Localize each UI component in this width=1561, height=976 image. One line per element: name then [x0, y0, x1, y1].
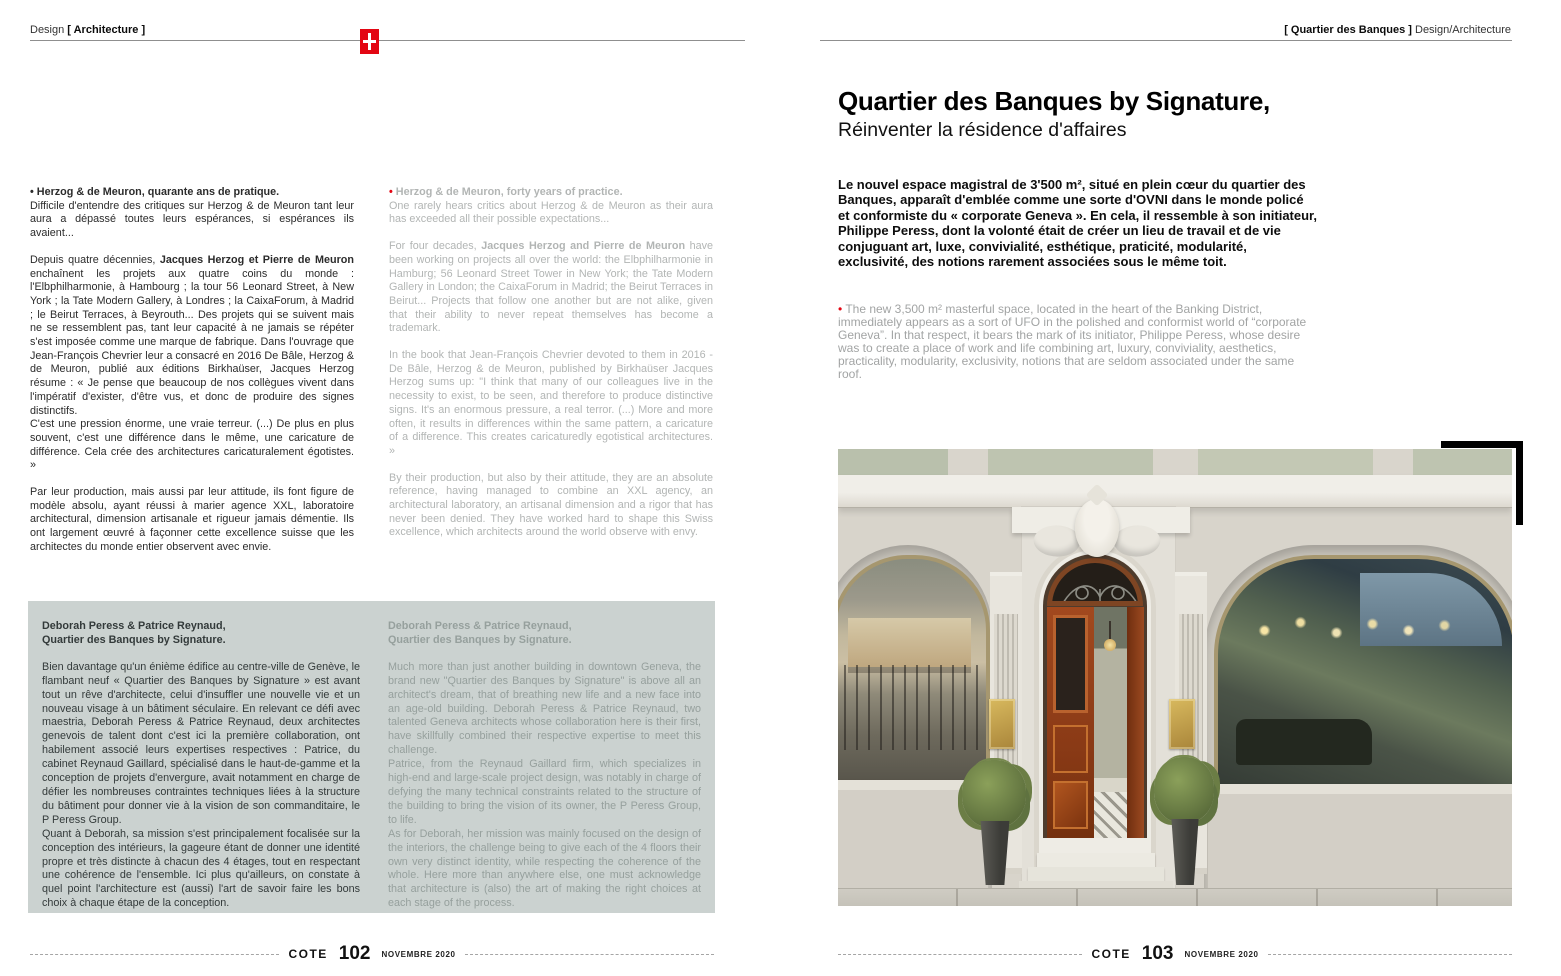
- paragraph-text: have been working on projects all over the world: the Elbphilharmonie in Hamburg; 56 Leonard Street Tower in New York; the Tate Modern Gallery in London; the CaixaForum in Madrid; the Beirut Terraces in Beirut... Projects that follow one another but are not alike, given that their ability to never repeat themselves has become a trademark.: [389, 240, 713, 335]
- corner-bracket-horizontal: [1441, 441, 1523, 448]
- box-column-english: [388, 620, 701, 911]
- boxwood-shrub-left: [962, 760, 1026, 828]
- paragraph-french-3: C'est une pression énorme, une vraie terreur. (...) De plus en plus souvent, c'est une différence dans le même, une caricature de différence. Cela crée des architectures caricaturalement égotistes. »: [30, 418, 354, 472]
- page-number: 102: [338, 943, 371, 964]
- open-doorway-interior: [1094, 607, 1127, 838]
- paragraph-french-2: [30, 254, 354, 418]
- lead-paragraph-french: Le nouvel espace magistral de 3'500 m², situé en plein cœur du quartier des Banques, apparaît d'emblée comme une sorte d'OVNI dans le monde policé et conformiste du « corporate Geneva ». En cela, il ressemble à son initiateur, Philippe Peress, dont la volonté était de créer un lieu de travail et de vie conjuguant art, luxe, convivialité, esthétique, praticité, modularité, exclusivité, des notions rarement associées sous le même toit.: [838, 177, 1318, 270]
- footer-dash-line: [838, 954, 1082, 955]
- paragraph-bold-names: Jacques Herzog and Pierre de Meuron: [481, 240, 686, 253]
- box-heading-line1: Deborah Peress & Patrice Reynaud,: [42, 620, 226, 632]
- box-heading-line2: Quartier des Banques by Signature.: [42, 633, 226, 646]
- brass-plaque-right: [1169, 699, 1195, 749]
- column-heading-english: [389, 186, 713, 200]
- footer-dash-line: [1268, 954, 1512, 955]
- sidewalk: [838, 888, 1512, 906]
- brass-plaque-left: [989, 699, 1015, 749]
- swiss-flag-icon: [360, 29, 379, 54]
- box-heading-line1: Deborah Peress & Patrice Reynaud,: [388, 620, 572, 632]
- reflection-lights: [1242, 605, 1467, 678]
- footer-dash-line: [465, 954, 714, 955]
- box-column-french: [42, 620, 360, 911]
- kicker-tag: [ Architecture ]: [67, 24, 146, 36]
- stone-cornice: [838, 475, 1512, 508]
- header-rule-left: [30, 40, 745, 41]
- door-wood-panel: [1053, 725, 1088, 773]
- paragraph-text: Depuis quatre décennies,: [30, 253, 160, 266]
- reflection-fence: [844, 665, 979, 751]
- entrance-step-middle: [1028, 867, 1164, 881]
- door-glazed-panel: [1053, 615, 1088, 713]
- article-title: Quartier des Banques by Signature,: [838, 86, 1270, 116]
- issue-date: NOVEMBRE 2020: [381, 949, 456, 959]
- article-subtitle: Réinventer la résidence d'affaires: [838, 119, 1127, 141]
- door-wood-panel: [1053, 781, 1088, 829]
- interior-lamp: [1104, 639, 1116, 651]
- paragraph-bold-names: Jacques Herzog et Pierre de Meuron: [159, 253, 354, 266]
- paragraph-text: For four decades,: [389, 240, 482, 253]
- carved-crest: [1075, 499, 1119, 557]
- box-heading-english: [388, 620, 701, 648]
- paragraph-english-2: [389, 240, 713, 336]
- magazine-brand: COTE: [1091, 947, 1131, 961]
- window-sill-right: [1208, 784, 1512, 794]
- box-paragraph-french-2: Quant à Deborah, sa mission s'est principalement focalisée sur la conception des intérieurs, la gageure étant de donner une identité propre et très distincte à chacun des 4 étages, tout en respectant une cohérence de l'ensemble. Ici plus qu'ailleurs, on constate à quel point l'architecture est (aussi) l'art de savoir faire les bons choix à chaque étape de la conception.: [42, 827, 360, 910]
- door-right-leaf-open: [1127, 607, 1144, 838]
- column-heading-french: • Herzog & de Meuron, quarante ans de pratique.: [30, 186, 280, 198]
- page-footer-left: [30, 944, 714, 964]
- upper-floor-windows: [838, 449, 1512, 475]
- box-heading-line2: Quartier des Banques by Signature.: [388, 633, 572, 646]
- header-rule-right: [820, 40, 1512, 41]
- reflection-car: [1236, 719, 1372, 765]
- paragraph-text: enchaînent les projets aux quatre coins du monde : l'Elbphilharmonie, à Hambourg ; la tour 56 Leonard Street, à New York ; la Tate Modern Gallery, à Londres ; la CaixaForum, à Madrid ; le Beirut Terraces, à Beyrouth... Des projets qui se suivent mais ne se ressemblent pas, tant leur capacité à ne jamais se répéter s'est imposée comme une marque de fabrique. Dans l'ouvrage que Jean-François Chevrier leur a consacré en 2016 De Bâle, Herzog & de Meuron, publié aux éditions Birkhaüser, Jacques Herzog résume : « Je pense que beaucoup de nos collègues vivent dans l'impératif d'exister, d'être vus, et donc de produire des signes distinctifs.: [30, 267, 354, 417]
- article-column-english: [389, 186, 713, 540]
- box-paragraph-english-1: Much more than just another building in downtown Geneva, the brand new "Quartier des Banques by Signature" is above all an architect's dream, that of breathing new life and a new face into an age-old building. Deborah Peress & Patrice Reynaud, two talented Geneva architects whose collaboration here is their first, have skillfully combined their respective expertise to meet this challenge.: [388, 660, 701, 757]
- box-paragraph-english-3: As for Deborah, her mission was mainly focused on the design of the interiors, the challenge being to give each of the 4 floors their own very distinct identity, while respecting the coherence of the whole. Here more than anywhere else, one must acknowledge that architecture is (also) the art of making the right choices at each stage of the process.: [388, 827, 701, 910]
- footer-dash-line: [30, 954, 279, 955]
- box-paragraph-french-1: Bien davantage qu'un énième édifice au centre-ville de Genève, le flambant neuf « Quartier des Banques by Signature » est avant tout un rêve d'architecte, celui d'insuffler une nouvelle vie et un nouveau visage à un bâtiment séculaire. En relevant ce défi avec maestria, Deborah Peress & Patrice Reynaud, deux architectes genevois de talent dont c'est ici la première collaboration, ont habilement associé leurs expertises respectives : Patrice, du cabinet Reynaud Gaillard, spécialisé dans le haut-de-gamme et la conception de projets d'envergure, avait notamment en charge de défier les nombreuses contraintes techniques liées à la structure du bâtiment pour donner vie à la vision de son commanditaire, le P Peress Group.: [42, 660, 360, 826]
- wrought-iron-fanlight: [1047, 558, 1143, 606]
- kicker-tag: [ Quartier des Banques ]: [1284, 24, 1415, 36]
- paragraph-english-3: In the book that Jean-François Chevrier devoted to them in 2016 - De Bâle, Herzog & de Meuron, published by Birkhaüser Jacques Herzog sums up: "I think that many of our colleagues live in the necessity to exist, to be seen, and therefore to produce distinctive signs. It's an enormous pressure, a real terror. (...) More and more often, it results in differences within the same pattern, a caricature of a difference. This creates caricaturedly egotistical architectures. »: [389, 349, 713, 457]
- section-kicker-left: [30, 24, 145, 36]
- red-bullet: •: [838, 302, 843, 316]
- page-number: 103: [1141, 943, 1174, 964]
- issue-date: NOVEMBRE 2020: [1184, 949, 1259, 959]
- lead-text: The new 3,500 m² masterful space, located in the heart of the Banking District, immediately appears as a sort of UFO in the polished and conformist world of “corporate Geneva”. In that respect, it bears the mark of its initiator, Philippe Peress, whose desire was to create a place of work and life combining art, luxury, conviviality, aesthetics, practicality, modularity, exclusivity, notions that are seldom associated under the same roof.: [838, 302, 1307, 381]
- boxwood-shrub-right: [1154, 757, 1214, 823]
- corner-bracket-vertical: [1516, 441, 1523, 525]
- interior-tiled-floor: [1094, 792, 1127, 838]
- kicker-section: Design/Architecture: [1415, 24, 1511, 36]
- box-paragraph-english-2: Patrice, from the Reynaud Gaillard firm, which specializes in high-end and large-scale project design, was notably in charge of defying the many technical constraints related to the structure of the building to bring the vision of its owner, the P Peress Group, to life.: [388, 758, 701, 826]
- architects-sidebar-box: [28, 601, 715, 913]
- page-footer-right: [838, 944, 1512, 964]
- wall-base-right: [1208, 794, 1512, 889]
- paragraph-english-1: One rarely hears critics about Herzog & de Meuron as their aura has exceeded all their possible expectations...: [389, 199, 713, 226]
- reflection-building: [848, 618, 971, 668]
- window-glass-right: [1214, 555, 1512, 792]
- section-kicker-right: [1284, 24, 1511, 36]
- fanlight-scrollwork: [1052, 563, 1143, 606]
- flag-cross-horizontal: [363, 40, 376, 43]
- heading-text: Herzog & de Meuron, forty years of practice.: [392, 186, 623, 198]
- magazine-brand: COTE: [288, 947, 328, 961]
- paragraph-french-4: Par leur production, mais aussi par leur attitude, ils font figure de modèle absolu, ayant réussi à marier agence XXL, laboratoire architectural, dimension artisanale et rigueur jamais démentie. Ils ont largement œuvré à façonner cette excellence suisse que les architectes du monde entier observent avec envie.: [30, 486, 354, 553]
- red-bullet: •: [389, 186, 393, 198]
- door-left-leaf: [1047, 607, 1094, 838]
- kicker-section: Design: [30, 24, 68, 36]
- paragraph-french-1: Difficile d'entendre des critiques sur Herzog & de Meuron tant leur aura a dépassé toutes leurs espérances, si espérances ils avaient...: [30, 199, 354, 240]
- entrance-step-top: [1037, 853, 1155, 867]
- box-heading-french: [42, 620, 360, 648]
- interior-lamp-cord: [1109, 621, 1111, 641]
- paragraph-english-4: By their production, but also by their attitude, they are an absolute reference, having managed to combine an XXL agency, an architectural laboratory, an artisanal dimension and a rigor that has never been denied. They have worked hard to shape this Swiss excellence, which architects around the world observe with envy.: [389, 471, 713, 539]
- lead-paragraph-english: [838, 303, 1308, 380]
- building-entrance-photo: [838, 449, 1512, 906]
- window-glass-left: [838, 555, 990, 788]
- article-column-french: [30, 186, 354, 555]
